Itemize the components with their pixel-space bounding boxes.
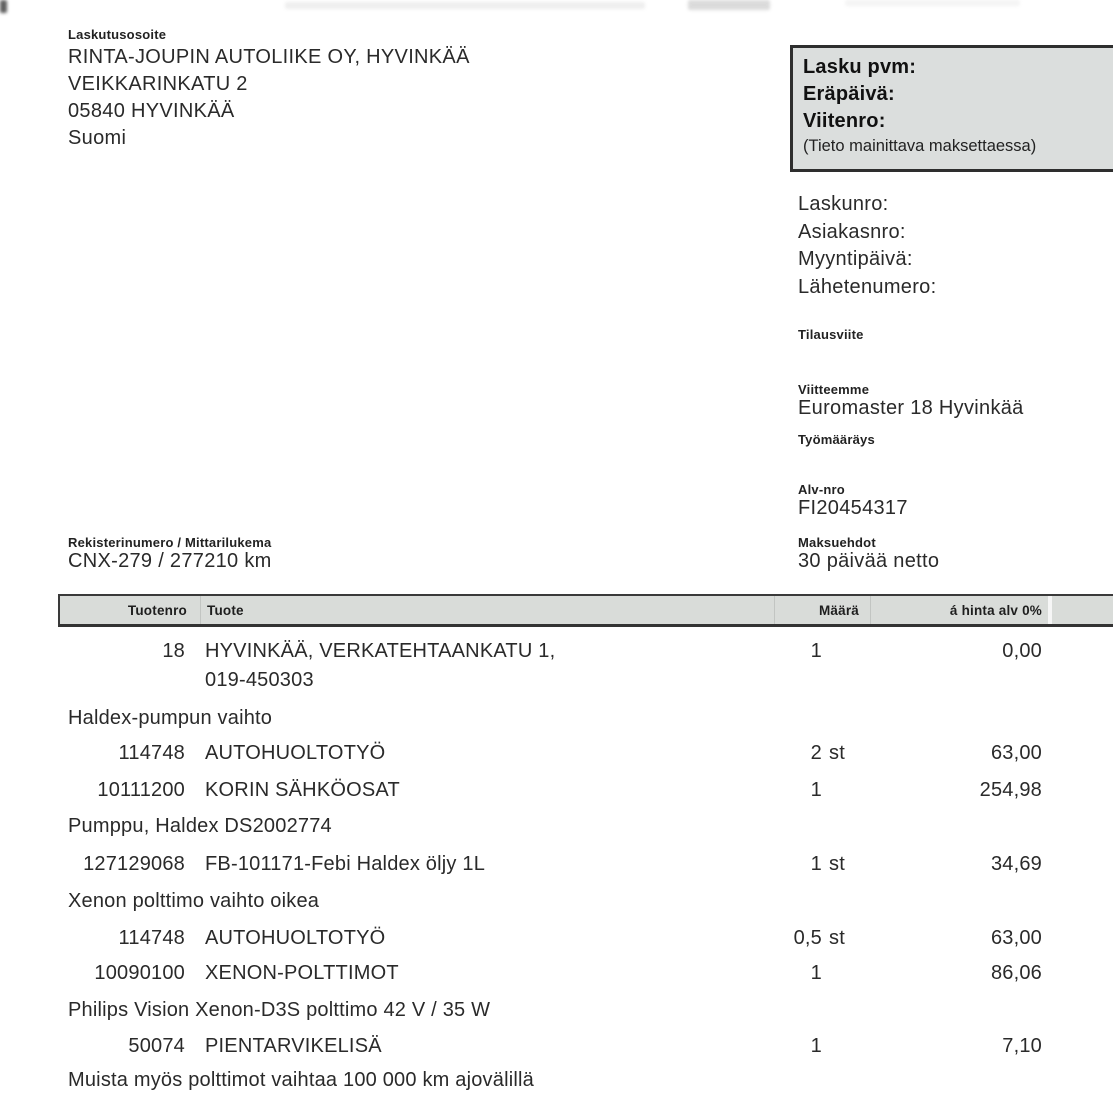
- work-order-label: Työmääräys: [798, 432, 875, 447]
- table-row: [0, 640, 1113, 669]
- billing-address-label: Laskutusosoite: [68, 27, 167, 42]
- scan-smudge: [0, 0, 7, 13]
- cell-description: Haldex-pumpun vaihto: [68, 707, 273, 729]
- cell-qty: 1: [810, 853, 822, 875]
- cell-product-no: 127129068: [83, 853, 185, 875]
- invoice-number-label: Laskunro:: [798, 193, 889, 215]
- cell-product-name: HYVINKÄÄ, VERKATEHTAANKATU 1,: [205, 640, 556, 662]
- cell-product-no: 50074: [128, 1035, 185, 1057]
- cell-product-no: 18: [162, 640, 185, 662]
- cell-price: 34,69: [990, 853, 1042, 875]
- billing-address-block: [68, 27, 470, 152]
- cell-unit: st: [829, 853, 845, 875]
- cell-price: 0,00: [1002, 640, 1042, 662]
- cell-qty: 1: [810, 962, 822, 984]
- header-separator: [200, 596, 201, 624]
- cell-description: Xenon polttimo vaihto oikea: [68, 890, 320, 912]
- cell-unit: st: [829, 742, 845, 764]
- payment-terms-value: 30 päivää netto: [798, 550, 940, 572]
- registration-odometer-value: CNX-279 / 277210 km: [68, 550, 272, 572]
- scan-smudge: [688, 0, 770, 10]
- invoice-date-label: Lasku pvm:: [803, 56, 917, 78]
- cell-price: 63,00: [990, 742, 1042, 764]
- order-reference-label: Tilausviite: [798, 327, 864, 342]
- table-row: [0, 962, 1113, 991]
- cell-price: 254,98: [979, 779, 1042, 801]
- table-row-description-clipped: [0, 1069, 1113, 1098]
- cell-description: Philips Vision Xenon-D3S polttimo 42 V / 35 W: [68, 999, 491, 1021]
- cell-qty: 1: [810, 1035, 822, 1057]
- billing-company: RINTA-JOUPIN AUTOLIIKE OY, HYVINKÄÄ: [68, 46, 470, 68]
- payment-note: (Tieto mainittava maksettaessa): [803, 137, 1037, 155]
- our-reference-label: Viitteemme: [798, 382, 870, 397]
- billing-street: VEIKKARINKATU 2: [68, 73, 248, 95]
- table-row-description: [0, 815, 1113, 844]
- col-product: Tuote: [207, 603, 244, 618]
- payment-terms-label: Maksuehdot: [798, 535, 876, 550]
- due-date-label: Eräpäivä:: [803, 83, 895, 105]
- table-row: [0, 779, 1113, 808]
- cell-qty: 1: [810, 779, 822, 801]
- billing-postal-city: 05840 HYVINKÄÄ: [68, 100, 235, 122]
- cell-product-name: 019-450303: [205, 669, 314, 691]
- vat-number-label: Alv-nro: [798, 482, 845, 497]
- cell-product-name: FB-101171-Febi Haldex öljy 1L: [205, 853, 486, 875]
- header-separator: [870, 596, 871, 624]
- registration-odometer-label: Rekisterinumero / Mittarilukema: [68, 535, 272, 550]
- cell-product-no: 10111200: [97, 779, 185, 801]
- table-row-description: [0, 999, 1113, 1028]
- cell-product-no: 114748: [118, 742, 185, 764]
- cell-product-name: AUTOHUOLTOTYÖ: [205, 927, 386, 949]
- cell-qty: 0,5: [793, 927, 822, 949]
- header-separator: [1048, 596, 1052, 624]
- cell-product-no: 114748: [118, 927, 185, 949]
- table-row: [0, 1035, 1113, 1064]
- cell-price: 63,00: [990, 927, 1042, 949]
- reference-number-label: Viitenro:: [803, 110, 886, 132]
- billing-country: Suomi: [68, 127, 127, 149]
- cell-qty: 1: [810, 640, 822, 662]
- cell-product-name: KORIN SÄHKÖOSAT: [205, 779, 400, 801]
- cell-description: Pumppu, Haldex DS2002774: [68, 815, 332, 837]
- customer-number-label: Asiakasnro:: [798, 220, 906, 243]
- cell-product-name: AUTOHUOLTOTYÖ: [205, 742, 386, 764]
- delivery-number-label: Lähetenumero:: [798, 275, 937, 298]
- col-qty: Määrä: [818, 603, 859, 618]
- table-row: [0, 927, 1113, 956]
- cell-qty: 2: [810, 742, 822, 764]
- cell-description: Muista myös polttimot vaihtaa 100 000 km ajovälillä: [68, 1069, 534, 1091]
- cell-product-name: PIENTARVIKELISÄ: [205, 1035, 382, 1057]
- line-items-header: [58, 594, 1113, 627]
- col-unit-price: á hinta alv 0%: [949, 603, 1042, 618]
- table-row: [0, 853, 1113, 882]
- cell-price: 86,06: [990, 962, 1042, 984]
- invoice-meta-fields: [798, 191, 936, 301]
- cell-product-no: 10090100: [94, 962, 185, 984]
- scan-smudge: [285, 2, 645, 9]
- invoice-summary-box: [790, 45, 1113, 172]
- cell-product-name: XENON-POLTTIMOT: [205, 962, 399, 984]
- sale-date-label: Myyntipäivä:: [798, 248, 913, 270]
- vat-number-value: FI20454317: [798, 497, 908, 519]
- table-row: [0, 742, 1113, 771]
- cell-unit: st: [829, 927, 845, 949]
- scan-smudge: [845, 0, 1020, 6]
- table-row-description: [0, 890, 1113, 919]
- table-row-continuation: [0, 669, 1113, 698]
- cell-price: 7,10: [1002, 1035, 1042, 1057]
- table-row-description: [0, 707, 1113, 736]
- col-product-no: Tuotenro: [127, 603, 187, 618]
- our-reference-value: Euromaster 18 Hyvinkää: [798, 397, 1024, 419]
